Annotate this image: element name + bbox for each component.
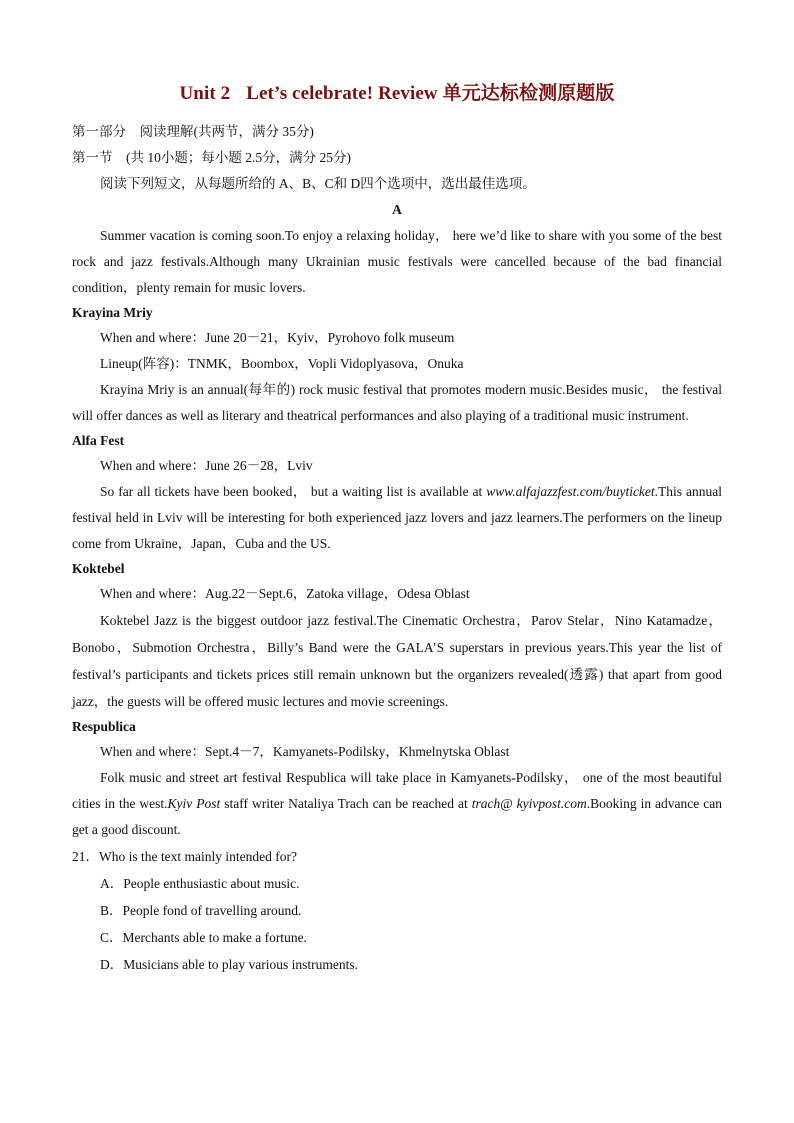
contact-email: trach@ kyivpost.com [471,796,587,811]
title-unit: Unit 2 [179,83,231,104]
desc-text: staff writer Nataliya Trach can be reached at [220,796,472,811]
festival-name: Krayina Mriy [72,305,153,320]
question-option: D．Musicians able to play various instruments. [100,957,358,972]
desc-text: .This annual festival held in Lviv will be interesting for both experienced jazz lovers and jazz learners.The performers on the lineup come from Ukraine，Japan，Cuba and the US. [72,484,722,551]
festival-name: Respublica [72,719,136,734]
section-subsection: 第一节 (共 10小题；每小题 2.5分，满分 25分) [72,150,351,165]
question-option: C．Merchants able to make a fortune. [100,930,307,945]
newspaper-name: Kyiv Post [167,796,221,811]
title-name: Let’s celebrate! Review [246,83,438,104]
festival-when-where: When and where：June 26－28，Lviv [100,458,313,473]
festival-when-where: When and where：June 20－21，Kyiv，Pyrohovo folk museum [100,330,455,345]
section-part: 第一部分 阅读理解(共两节，满分 35分) [72,124,314,139]
festival-description [72,479,722,557]
festival-when-where: When and where：Sept.4－7，Kamyanets-Podilsky，Khmelnytska Oblast [100,744,510,759]
desc-text: .Booking in advance can get a good discount. [72,796,722,837]
question-option: B．People fond of travelling around. [100,903,302,918]
ticket-url: www.alfajazzfest.com/buyticket [486,484,655,499]
festival-when-where: When and where：Aug.22－Sept.6，Zatoka village，Odesa Oblast [100,586,470,601]
festival-description: Koktebel Jazz is the biggest outdoor jazz festival.The Cinematic Orchestra，Parov Stelar，Nino Katamadze，Bonobo，Submotion Orchestra，Billy’s Band were the GALA’S superstars in previous years.This year the list of festival’s participants and tickets prices still remain unknown but the organizers revealed(透露) that apart from good jazz，the guests will be offered music lectures and movie screenings. [72,613,722,709]
passage-label: A [392,202,402,217]
question-option: A．People enthusiastic about music. [100,876,300,891]
document-page [72,78,722,978]
question-stem: 21．Who is the text mainly intended for? [72,849,297,864]
title-cn: 单元达标检测原题版 [442,83,615,104]
festival-lineup: Lineup(阵容)：TNMK，Boombox，Vopli Vidoplyasova，Onuka [100,356,464,371]
festival-description [72,765,722,843]
page-title [72,78,722,105]
section-instruction: 阅读下列短文，从每题所给的 A、B、C和 D四个选项中，选出最佳选项。 [100,176,536,191]
festival-name: Alfa Fest [72,433,125,448]
desc-text: Folk music and street art festival Respublica will take place in Kamyanets-Podilsky， one of the most beautiful cities in the west. [72,770,722,811]
festival-name: Koktebel [72,561,125,576]
intro-paragraph: Summer vacation is coming soon.To enjoy a relaxing holiday， here we’d like to share with you some of the best rock and jazz festivals.Although many Ukrainian music festivals were cancelled because of the bad financial condition，plenty remain for music lovers. [72,228,722,295]
desc-text: So far all tickets have been booked， but a waiting list is available at [100,484,487,499]
festival-description: Krayina Mriy is an annual(每年的) rock music festival that promotes modern music.Besides music， the festival will offer dances as well as literary and theatrical performances and also playing of a traditional music instrument. [72,382,722,423]
